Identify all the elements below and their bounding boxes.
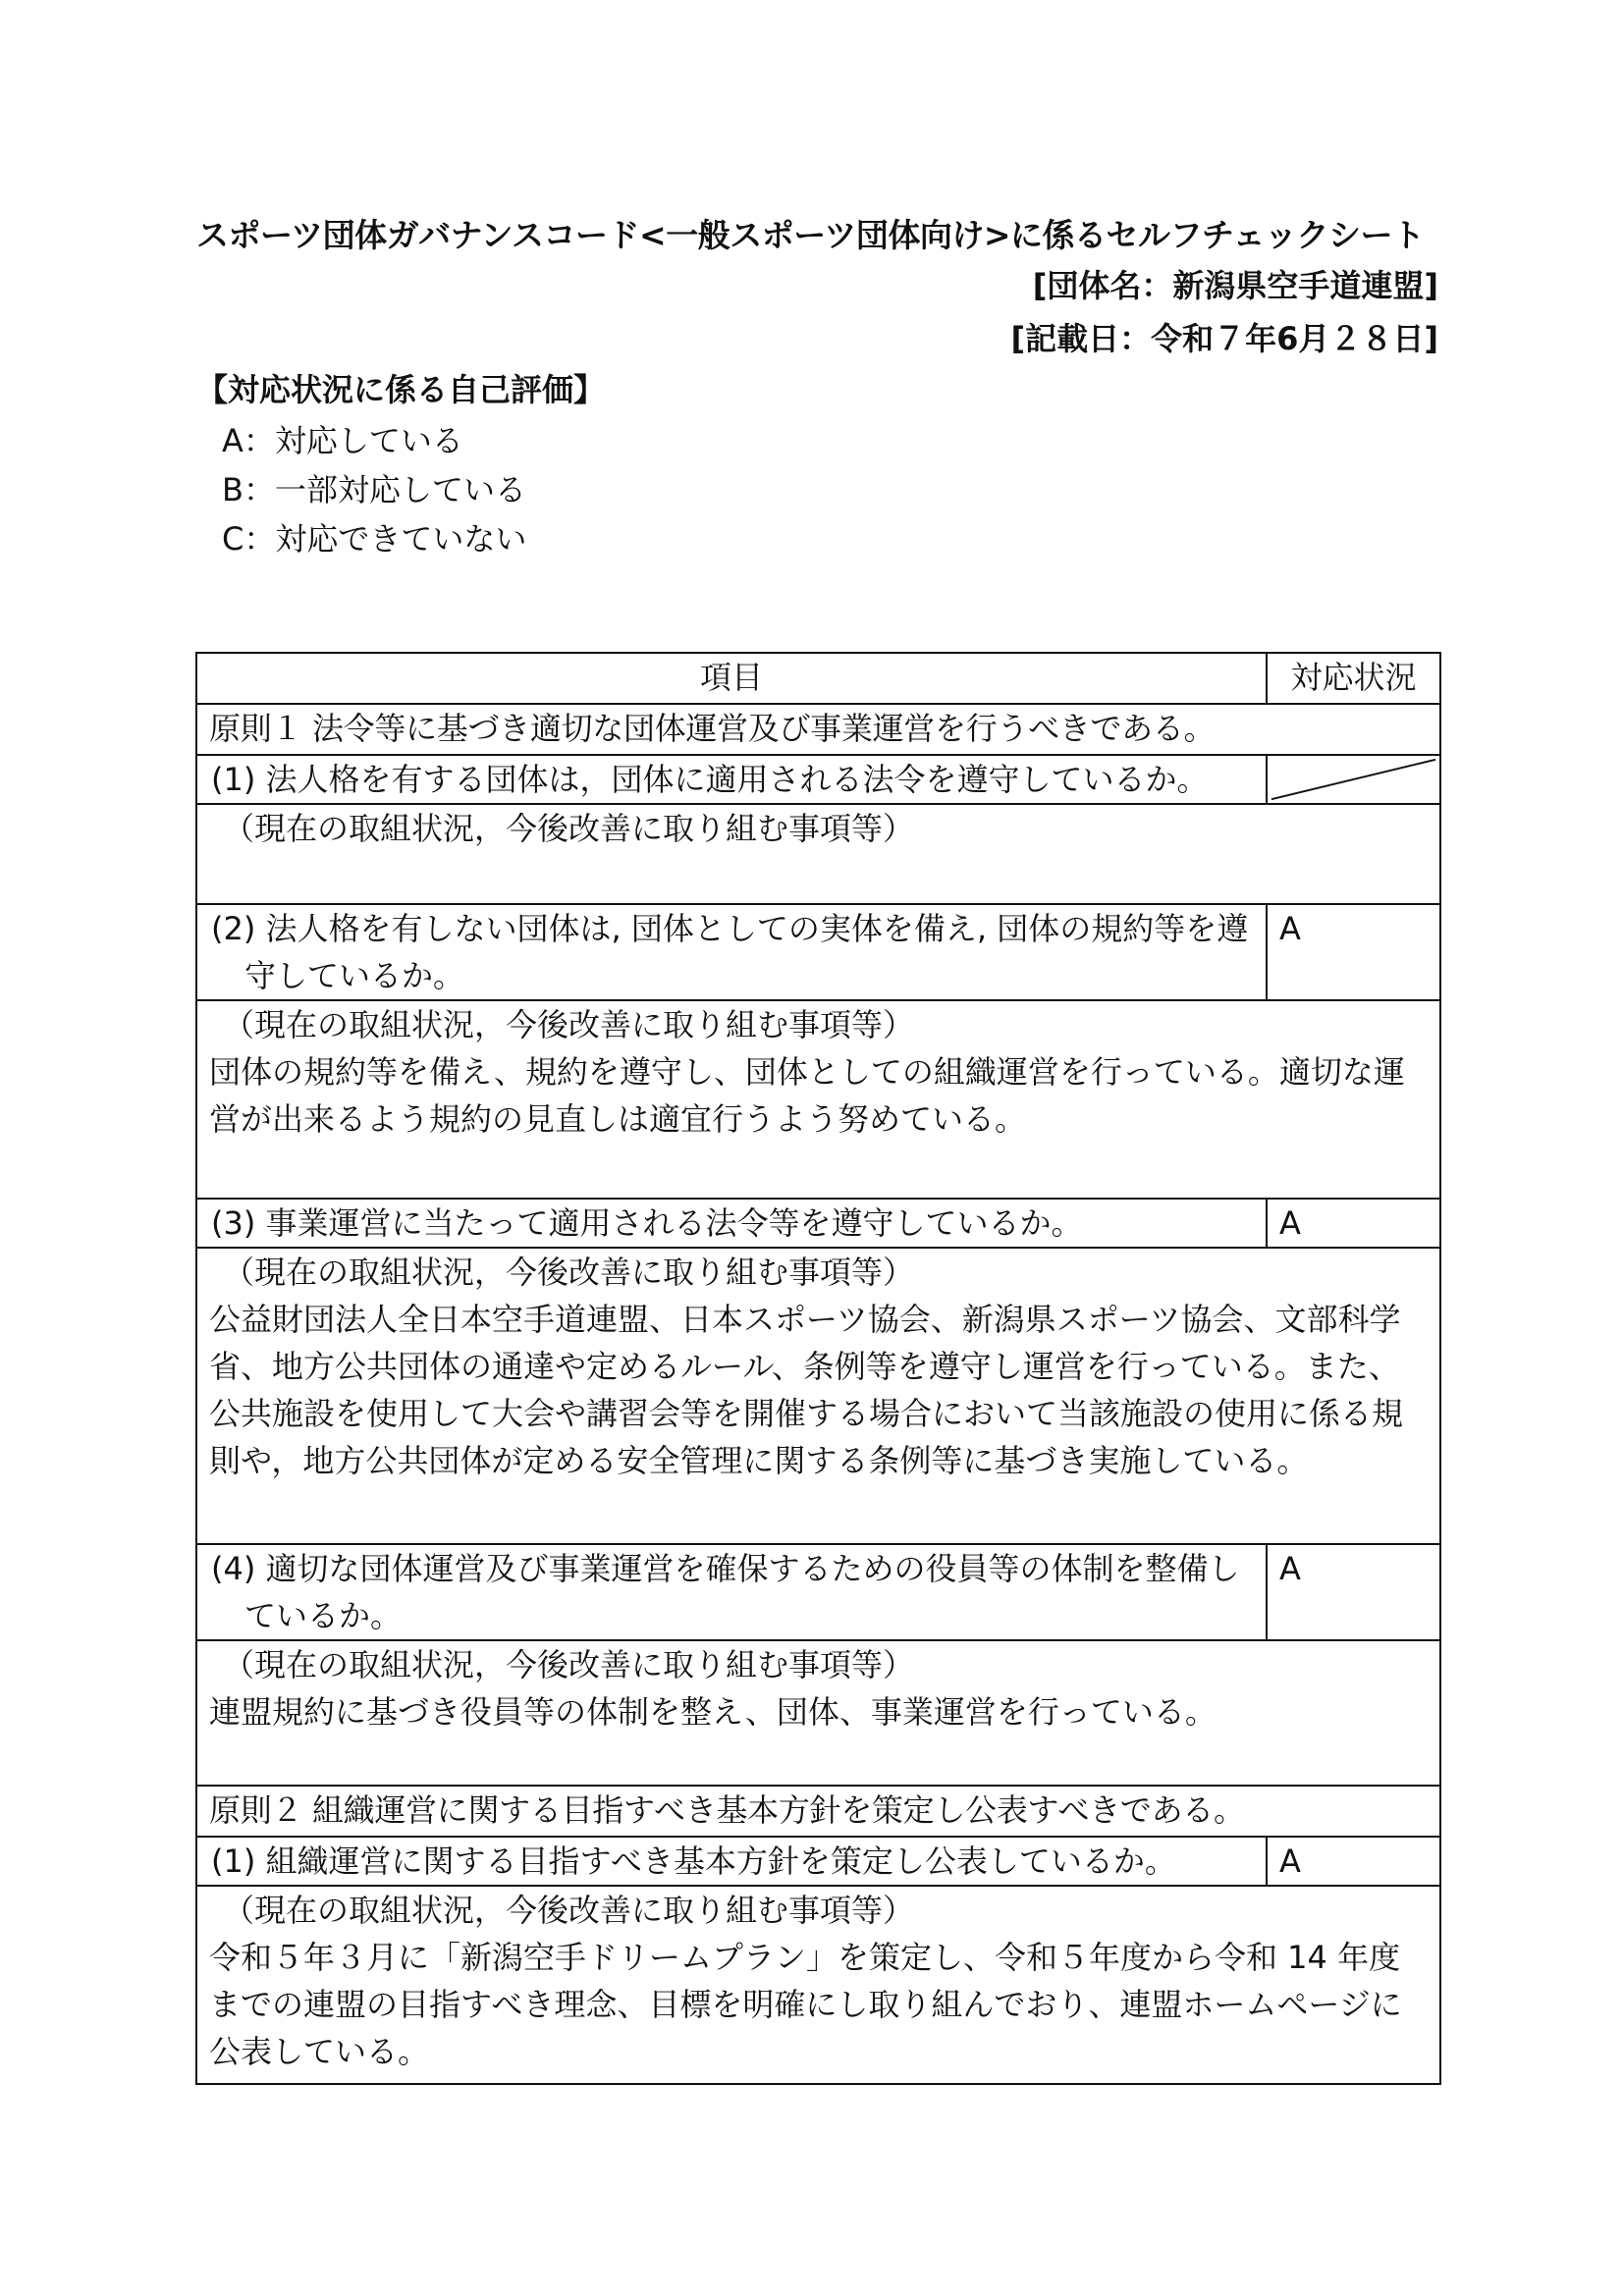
header-item: 項目 <box>196 653 1267 704</box>
organization-name: [団体名：新潟県空手道連盟] <box>1032 267 1438 304</box>
question-row <box>196 755 1440 804</box>
note-cell <box>196 804 1440 904</box>
diagonal-slash-icon <box>1268 756 1439 803</box>
question-text: (1) 法人格を有する団体は，団体に適用される法令を遵守しているか。 <box>196 755 1267 804</box>
principle-title: 原則１ 法令等に基づき適切な団体運営及び事業運営を行うべきである。 <box>196 704 1440 755</box>
note-row <box>196 1640 1440 1786</box>
note-label: （現在の取組状況，今後改善に取り組む事項等） <box>223 810 915 847</box>
note-label: （現在の取組状況，今後改善に取り組む事項等） <box>223 1006 915 1043</box>
status-value: A <box>1267 904 1440 1000</box>
question-text: (1) 組織運営に関する目指すべき基本方針を策定し公表しているか。 <box>196 1837 1267 1886</box>
status-value: A <box>1267 1544 1440 1640</box>
legend-item-c: C：対応できていない <box>222 520 527 558</box>
note-cell <box>196 1248 1440 1544</box>
note-label: （現在の取組状況，今後改善に取り組む事項等） <box>223 1892 915 1929</box>
header-status: 対応状況 <box>1267 653 1440 704</box>
note-cell <box>196 1640 1440 1786</box>
note-label: （現在の取組状況，今後改善に取り組む事項等） <box>223 1646 915 1683</box>
status-value: A <box>1267 1837 1440 1886</box>
legend-heading: 【対応状況に係る自己評価】 <box>196 371 606 408</box>
question-row <box>196 1837 1440 1886</box>
entry-date: [記載日：令和７年6月２８日] <box>1010 320 1438 357</box>
question-row <box>196 1544 1440 1640</box>
note-body: 連盟規約に基づき役員等の体制を整え、団体、事業運営を行っている。 <box>209 1693 1217 1731</box>
status-not-applicable <box>1267 755 1440 804</box>
question-text: (4) 適切な団体運営及び事業運営を確保するための役員等の体制を整備しているか。 <box>196 1544 1267 1640</box>
note-row <box>196 804 1440 904</box>
note-row <box>196 1886 1440 2084</box>
principle-title: 原則２ 組織運営に関する目指すべき基本方針を策定し公表すべきである。 <box>196 1786 1440 1837</box>
question-text: (2) 法人格を有しない団体は, 団体としての実体を備え, 団体の規約等を遵守しているか。 <box>196 904 1267 1000</box>
question-row <box>196 1199 1440 1248</box>
question-row <box>196 904 1440 1000</box>
note-body: 団体の規約等を備え、規約を遵守し、団体としての組織運営を行っている。適切な運営が出来るよう規約の見直しは適宜行うよう努めている。 <box>209 1053 1405 1138</box>
note-label: （現在の取組状況，今後改善に取り組む事項等） <box>223 1254 915 1291</box>
note-cell <box>196 1886 1440 2084</box>
principle-row <box>196 704 1440 755</box>
note-cell <box>196 1000 1440 1199</box>
principle-row <box>196 1786 1440 1837</box>
note-row <box>196 1248 1440 1544</box>
table-header-row <box>196 653 1440 704</box>
legend-item-b: B：一部対応している <box>222 471 526 508</box>
note-body: 令和５年３月に「新潟空手ドリームプラン」を策定し、令和５年度から令和 14 年度までの連盟の目指すべき理念、目標を明確にし取り組んでおり、連盟ホームページに公表している。 <box>209 1939 1402 2070</box>
note-body: 公益財団法人全日本空手道連盟、日本スポーツ協会、新潟県スポーツ協会、文部科学省、地方公共団体の通達や定めるルール、条例等を遵守し運営を行っている。また、公共施設を使用して大会や講習会等を開催する場合において当該施設の使用に係る規則や，地方公共団体が定める安全管理に関する条例等に基づき実施している。 <box>209 1301 1404 1479</box>
legend-item-a: A：対応している <box>222 422 463 459</box>
status-value: A <box>1267 1199 1440 1248</box>
note-row <box>196 1000 1440 1199</box>
question-text: (3) 事業運営に当たって適用される法令等を遵守しているか。 <box>196 1199 1267 1248</box>
self-check-table <box>195 652 1441 2085</box>
document-title: スポーツ団体ガバナンスコード<一般スポーツ団体向け>に係るセルフチェックシート <box>196 216 1425 254</box>
